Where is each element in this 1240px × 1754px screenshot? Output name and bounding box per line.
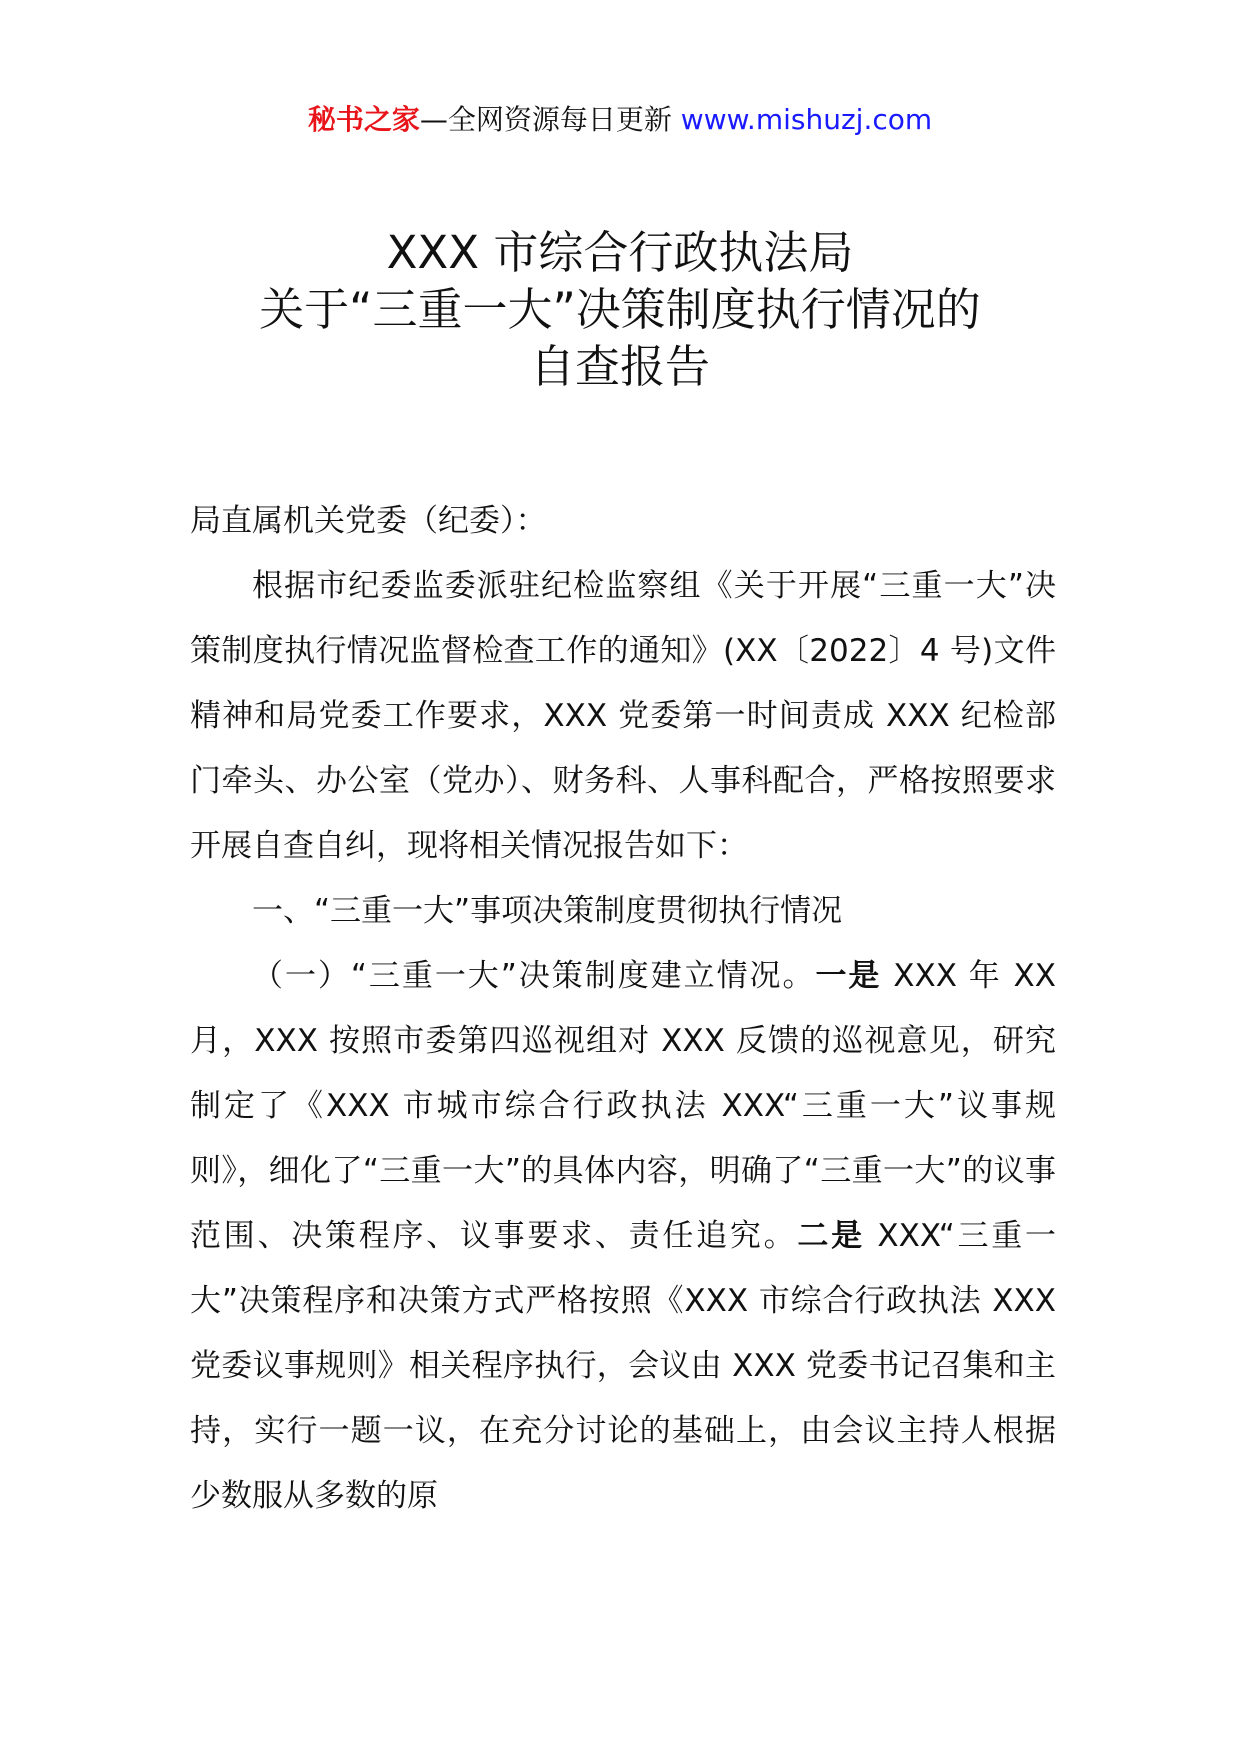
intro-paragraph: 根据市纪委监委派驻纪检监察组《关于开展“三重一大”决策制度执行情况监督检查工作的通知》(XX〔2022〕4 号)文件精神和局党委工作要求，XXX 党委第一时间责成 XXX 纪检部门牵头、办公室（党办）、财务科、人事科配合，严格按照要求开展自查自纠，现将相关情况报告如下：	[190, 568, 1056, 864]
document-title	[0, 224, 1240, 395]
section-heading-1: 一、“三重一大”事项决策制度贯彻执行情况	[252, 893, 843, 929]
subsection-label: （一）“三重一大”决策制度建立情况。	[252, 958, 816, 994]
salutation: 局直属机关党委（纪委）：	[190, 503, 547, 539]
title-line-3: 自查报告	[529, 340, 710, 393]
site-tagline: —全网资源每日更新	[419, 103, 672, 136]
point-1-text: XXX 年 XX 月，XXX 按照市委第四巡视组对 XXX 反馈的巡视意见，研究制定了《XXX 市城市综合行政执法 XXX“三重一大”议事规则》，细化了“三重一大”的具体内容，明确了“三重一大”的议事范围、决策程序、议事要求、责任追究。	[190, 958, 1057, 1254]
title-line-2: 关于“三重一大”决策制度执行情况的	[259, 283, 981, 336]
site-brand: 秘书之家	[307, 103, 420, 136]
point-2-text: XXX“三重一大”决策程序和决策方式严格按照《XXX 市综合行政执法 XXX 党委议事规则》相关程序执行，会议由 XXX 党委书记召集和主持，实行一题一议，在充分讨论的基础上，由会议主持人根据少数服从多数的原	[190, 1218, 1057, 1514]
site-banner	[0, 100, 1240, 140]
document-body	[190, 489, 1056, 1529]
point-1-marker: 一是	[815, 958, 882, 994]
subsection-paragraph-1	[190, 944, 1056, 1529]
site-url-link[interactable]: www.mishuzj.com	[680, 103, 933, 136]
title-line-1: XXX 市综合行政执法局	[386, 226, 854, 279]
point-2-marker: 二是	[797, 1218, 865, 1254]
